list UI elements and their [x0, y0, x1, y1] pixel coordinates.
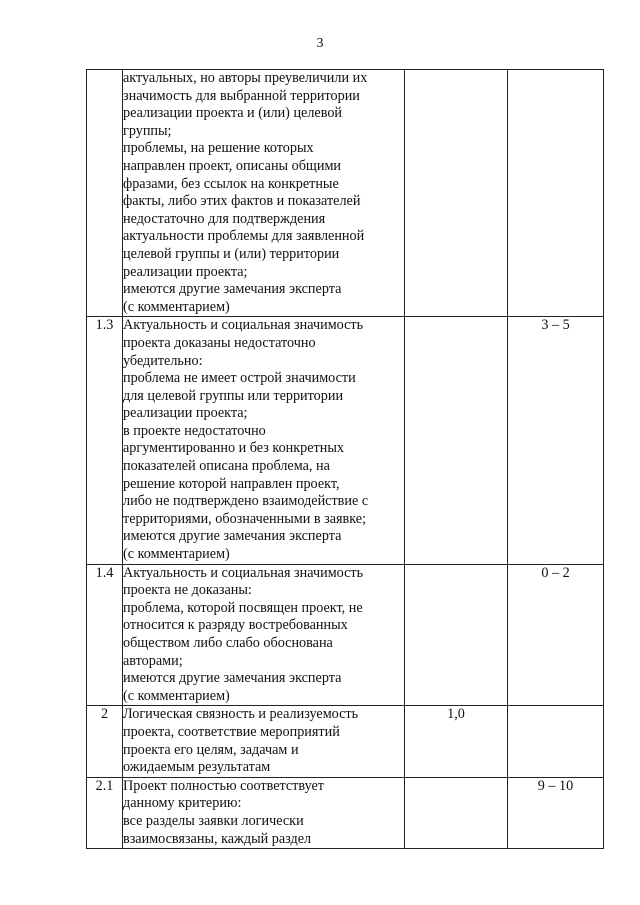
row-description: [123, 317, 405, 564]
row-score: [508, 706, 604, 777]
description-line: факты, либо этих фактов и показателей: [123, 193, 361, 210]
table-row: [87, 706, 604, 777]
description-line: ожидаемым результатам: [123, 759, 271, 776]
description-line: фразами, без ссылок на конкретные: [123, 175, 339, 192]
description-line: имеются другие замечания эксперта: [123, 670, 342, 687]
description-line: Логическая связность и реализуемость: [123, 706, 359, 723]
criteria-table: [86, 69, 604, 849]
row-score: 3 – 5: [508, 317, 604, 564]
row-weight: [405, 70, 508, 317]
description-line: относится к разряду востребованных: [123, 617, 348, 634]
description-line: направлен проект, описаны общими: [123, 157, 342, 174]
description-line: имеются другие замечания эксперта: [123, 281, 342, 298]
row-number: 1.4: [87, 564, 123, 706]
description-line: целевой группы и (или) территории: [123, 245, 340, 262]
row-weight: [405, 564, 508, 706]
description-line: в проекте недостаточно: [123, 422, 266, 439]
table-row: [87, 564, 604, 706]
description-line: (с комментарием): [123, 546, 230, 563]
description-line: проблема, которой посвящен проект, не: [123, 599, 363, 616]
row-description: [123, 777, 405, 848]
description-line: проекта его целям, задачам и: [123, 741, 299, 758]
table-row: [87, 777, 604, 848]
row-score: 9 – 10: [508, 777, 604, 848]
description-line: для целевой группы или территории: [123, 387, 344, 404]
row-number: 2.1: [87, 777, 123, 848]
description-line: обществом либо слабо обоснована: [123, 635, 333, 651]
description-line: имеются другие замечания эксперта: [123, 528, 342, 545]
description-line: реализации проекта и (или) целевой: [123, 105, 343, 122]
description-line: убедительно:: [123, 352, 203, 369]
table-row: [87, 70, 604, 317]
description-line: (с комментарием): [123, 687, 230, 704]
row-weight: [405, 777, 508, 848]
description-line: аргументированно и без конкретных: [123, 440, 344, 457]
row-description: [123, 70, 405, 317]
description-line: авторами;: [123, 652, 183, 669]
row-weight: [405, 317, 508, 564]
row-score: [508, 70, 604, 317]
row-description: [123, 706, 405, 777]
description-line: проблемы, на решение которых: [123, 140, 314, 157]
description-line: взаимосвязаны, каждый раздел: [123, 830, 312, 847]
description-line: Проект полностью соответствует: [123, 777, 324, 794]
description-line: реализации проекта;: [123, 405, 248, 422]
description-line: Актуальность и социальная значимость: [123, 317, 364, 334]
description-line: недостаточно для подтверждения: [123, 210, 326, 227]
description-line: актуальных, но авторы преувеличили их: [123, 70, 368, 86]
description-line: проблема не имеет острой значимости: [123, 370, 356, 387]
description-line: территориями, обозначенными в заявке;: [123, 510, 367, 527]
description-line: либо не подтверждено взаимодействие с: [123, 493, 369, 510]
row-number: 1.3: [87, 317, 123, 564]
description-line: показателей описана проблема, на: [123, 458, 330, 475]
table-row: [87, 317, 604, 564]
description-line: Актуальность и социальная значимость: [123, 564, 364, 581]
page-number: 3: [316, 36, 324, 51]
description-line: актуальности проблемы для заявленной: [123, 228, 365, 245]
description-line: группы;: [123, 122, 172, 139]
description-line: реализации проекта;: [123, 263, 248, 280]
description-line: проекта доказаны недостаточно: [123, 334, 316, 351]
row-score: 0 – 2: [508, 564, 604, 706]
row-weight: 1,0: [405, 706, 508, 777]
description-line: значимость для выбранной территории: [123, 87, 360, 104]
row-description: [123, 564, 405, 706]
description-line: все разделы заявки логически: [123, 812, 304, 829]
description-line: данному критерию:: [123, 795, 242, 812]
row-number: [87, 70, 123, 317]
description-line: (с комментарием): [123, 298, 230, 315]
description-line: проекта не доказаны:: [123, 582, 252, 599]
description-line: решение которой направлен проект,: [123, 475, 340, 492]
description-line: проекта, соответствие мероприятий: [123, 723, 340, 740]
row-number: 2: [87, 706, 123, 777]
